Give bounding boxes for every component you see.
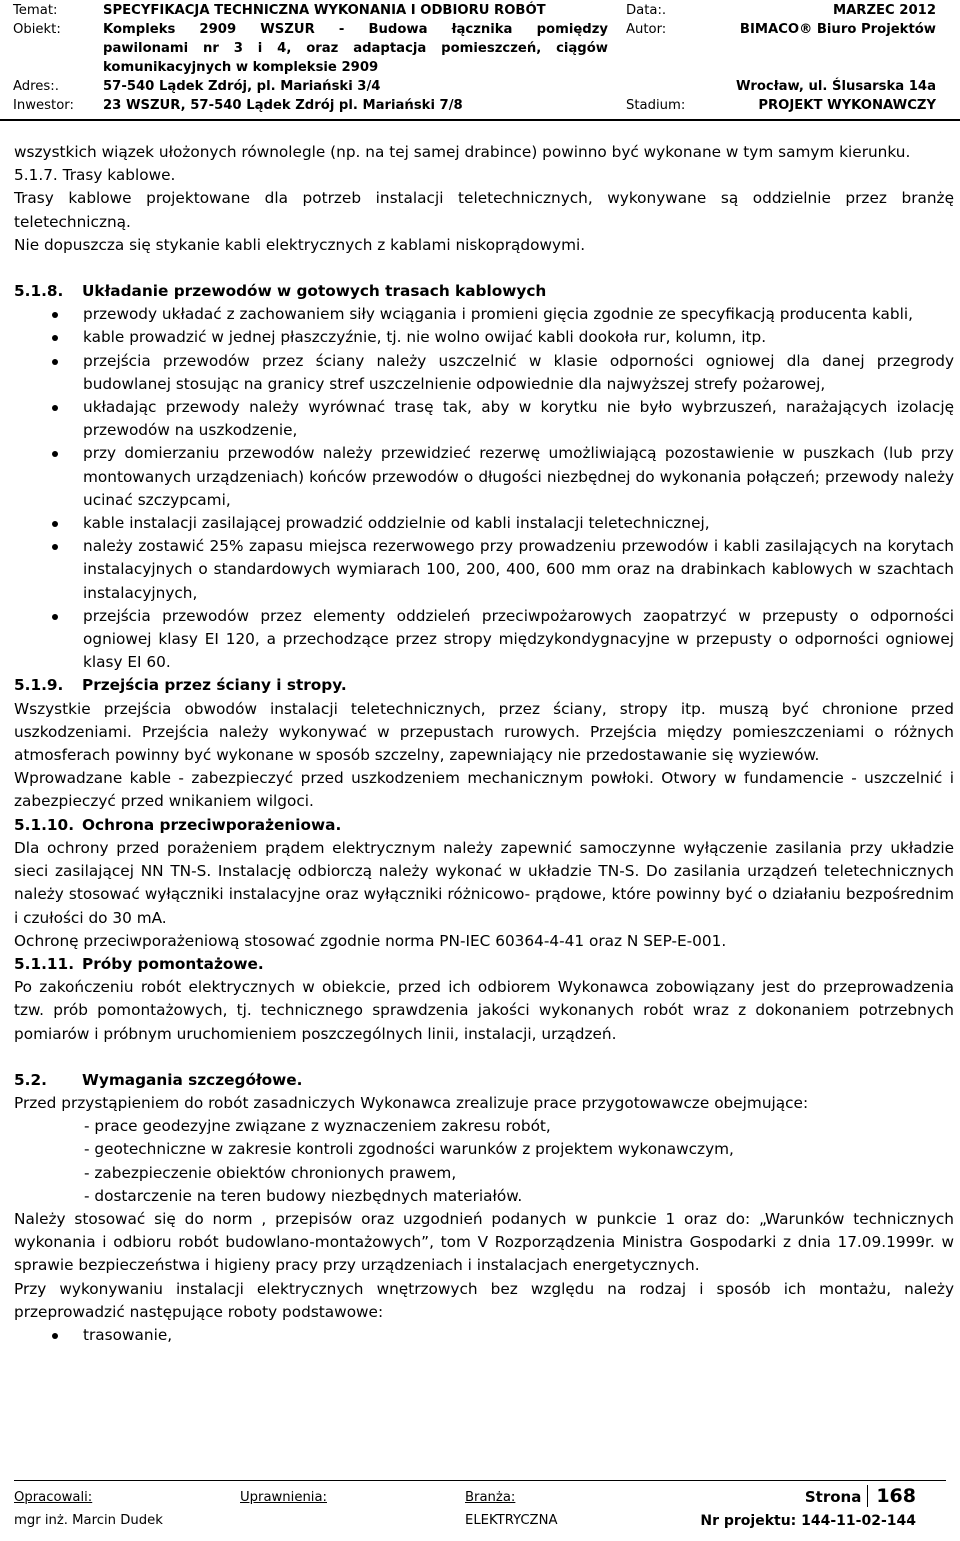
obiekt-line-3: komunikacyjnych w kompleksie 2909	[103, 60, 379, 75]
section-title: Układanie przewodów w gotowych trasach kablowych	[82, 282, 547, 301]
adres-value: 57-540 Lądek Zdrój, pl. Mariański 3/4	[103, 79, 381, 94]
paragraph: wszystkich wiązek ułożonych równolegle (np. na tej samej drabince) powinno być wykonane w tym samym kierunku.	[14, 143, 911, 161]
paragraph: Wprowadzane kable - zabezpieczyć przed uszkodzeniem mechanicznym powłoki. Otwory w fundamencie - uszczelnić i zabezpieczyć przed wnikaniem wilgoci.	[14, 769, 954, 811]
header-divider	[0, 119, 960, 121]
list-item: kable prowadzić w jednej płaszczyźnie, tj. nie wolno owijać kabli dookoła rur, kolumn, itp.	[14, 326, 954, 349]
paragraph: Ochronę przeciwporażeniową stosować zgodnie norma PN-IEC 60364-4-41 oraz N SEP-E-001.	[14, 931, 727, 950]
autor-label: Autor:	[626, 22, 667, 37]
list-item: przewody układać z zachowaniem siły wciągania i promieni gięcia zgodnie ze specyfikacją producenta kabli,	[14, 303, 954, 326]
section-number: 5.1.8.	[14, 282, 64, 301]
obiekt-line-2: pawilonami nr 3 i 4, oraz adaptacja pomieszczeń, ciągów	[103, 41, 608, 56]
bullet-list	[14, 1324, 954, 1347]
section-title: Ochrona przeciwporażeniowa.	[82, 815, 342, 834]
page-label: Strona	[804, 1488, 862, 1506]
uprawnienia-label: Uprawnienia:	[240, 1490, 327, 1505]
paragraph: Trasy kablowe projektowane dla potrzeb instalacji teletechnicznych, wykonywane są oddzielnie przez branżę teletechniczną.	[14, 189, 954, 231]
section-title: Wymagania szczegółowe.	[82, 1070, 303, 1089]
section-heading-5-1-8	[14, 280, 954, 303]
page-indicator	[805, 1485, 916, 1507]
temat-label: Temat:	[13, 3, 58, 18]
section-title: Przejścia przez ściany i stropy.	[82, 676, 347, 695]
inwestor-label: Inwestor:	[13, 98, 74, 113]
branza-label: Branża:	[465, 1490, 516, 1505]
section-heading-5-1-9	[14, 674, 954, 697]
paragraph: Po zakończeniu robót elektrycznych w obiekcie, przed ich odbiorem Wykonawca zobowiązany jest do przeprowadzenia tzw. prób pomontażowych, tj. technicznego sprawdzenia jakości wykonanych robót wraz z dokonaniem potrzebnych pomiarów i próbnym uruchomieniem poszczególnych linii, instalacji, urządzeń.	[14, 978, 954, 1043]
dash-item: - dostarczenie na teren budowy niezbędnych materiałów.	[84, 1186, 523, 1205]
data-value: MARZEC 2012	[832, 3, 936, 18]
city-address: Wrocław, ul. Ślusarska 14a	[736, 79, 936, 94]
project-number: Nr projektu: 144-11-02-144	[700, 1513, 916, 1529]
section-heading-5-1-10	[14, 814, 954, 837]
dash-item: - geotechniczne w zakresie kontroli zgodności warunków z projektem wykonawczym,	[84, 1140, 734, 1159]
list-item: przejścia przewodów przez elementy oddzieleń przeciwpożarowych zaopatrzyć w przepusty o odporności ogniowej klasy EI 120, a przechodzące przez stropy międzykondygnacyjne w przepusty o odporności ogniowej klasy EI 60.	[14, 605, 954, 675]
document-body	[14, 141, 954, 1347]
paragraph: Przy wykonywaniu instalacji elektrycznych wnętrzowych bez względu na rodzaj i sposób ich montażu, należy przeprowadzić następujące roboty podstawowe:	[14, 1279, 954, 1321]
paragraph: Nie dopuszcza się stykanie kabli elektrycznych z kablami niskoprądowymi.	[14, 235, 586, 254]
section-heading-5-1-11	[14, 953, 954, 976]
document-footer	[0, 1480, 960, 1541]
opracowal-label: Opracowali:	[14, 1490, 93, 1505]
obiekt-label: Obiekt:	[13, 22, 61, 37]
adres-label: Adres:.	[13, 79, 59, 94]
autor-value: BIMACO® Biuro Projektów	[739, 22, 936, 37]
section-title: Próby pomontażowe.	[82, 954, 264, 973]
dash-item: - zabezpieczenie obiektów chronionych prawem,	[84, 1163, 457, 1182]
section-number: 5.2.	[14, 1070, 47, 1089]
stadium-label: Stadium:	[626, 98, 686, 113]
section-number: 5.1.10.	[14, 815, 75, 834]
branza-value: ELEKTRYCZNA	[465, 1513, 558, 1528]
spacer	[14, 257, 954, 280]
paragraph: Wszystkie przejścia obwodów instalacji teletechnicznych, przez ściany, stropy itp. muszą być chronione przed uszkodzeniami. Przejścia należy wykonywać w przepustach rurowych. Przejścia między pomieszczeniami o różnych atmosferach powinny być wykonane w sposób szczelny, zapewniający nie przedostawanie się wyziewów.	[14, 699, 954, 765]
section-number: 5.1.11.	[14, 954, 75, 973]
dash-item: - prace geodezyjne związane z wyznaczeniem zakresu robót,	[84, 1117, 551, 1136]
section-heading-5-1-7: 5.1.7. Trasy kablowe.	[14, 166, 176, 185]
list-item: trasowanie,	[14, 1324, 954, 1347]
inwestor-value: 23 WSZUR, 57-540 Lądek Zdrój pl. Mariański 7/8	[103, 98, 463, 113]
bullet-list	[14, 303, 954, 674]
list-item: należy zostawić 25% zapasu miejsca rezerwowego przy prowadzeniu przewodów i kabli zasilających na korytach instalacyjnych o standardowych wymiarach 100, 200, 400, 600 mm oraz na drabinkach kablowych w szachtach instalacyjnych,	[14, 535, 954, 605]
section-number: 5.1.9.	[14, 676, 64, 695]
paragraph: Należy stosować się do norm , przepisów oraz uzgodnień podanych w punkcie 1 oraz do: „Warunków technicznych wykonania i odbioru robót budowlano-montażowych”, tom V Rozporządzenia Ministra Gospodarki z dnia 17.09.1999r. w sprawie bezpieczeństwa i higieny pracy przy urządzeniach i instalacjach energetycznych.	[14, 1209, 954, 1275]
stadium-value: PROJEKT WYKONAWCZY	[758, 98, 936, 113]
list-item: przy domierzaniu przewodów należy przewidzieć rezerwę umożliwiającą pozostawienie w puszkach (lub przy montowanych urządzeniach) końców przewodów o długości niezbędnej do wykonania połączeń; przewody należy ucinać szczypcami,	[14, 442, 954, 512]
section-heading-5-2	[14, 1069, 954, 1092]
footer-divider	[14, 1480, 946, 1481]
paragraph: Przed przystąpieniem do robót zasadniczych Wykonawca zrealizuje prace przygotowawcze obejmujące:	[14, 1093, 809, 1112]
list-item: układając przewody należy wyrównać trasę tak, aby w korytku nie było wybrzuszeń, narażających izolację przewodów na uszkodzenie,	[14, 396, 954, 442]
list-item: przejścia przewodów przez ściany należy uszczelnić w klasie odporności ogniowej dla danej przegrody budowlanej stosując na granicy stref uszczelnienie odpowiednie dla najwyższej strefy pożarowej,	[14, 350, 954, 396]
opracowal-value: mgr inż. Marcin Dudek	[14, 1513, 163, 1528]
page-number: 168	[867, 1485, 916, 1507]
paragraph: Dla ochrony przed porażeniem prądem elektrycznym należy zapewnić samoczynne wyłączenie zasilania przy układzie sieci zasilającej NN TN-S. Instalację odbiorczą należy wykonać w układzie TN-S. Do zasilania urządzeń teletechnicznych należy stosować wyłączniki instalacyjne oraz wyłączniki różnicowo- prądowe, które powinny być o działaniu bezpośrednim i czułości do 30 mA.	[14, 838, 954, 927]
document-header	[0, 0, 960, 120]
list-item: kable instalacji zasilającej prowadzić oddzielnie od kabli instalacji teletechnicznej,	[14, 512, 954, 535]
spacer	[14, 1046, 954, 1069]
data-label: Data:.	[626, 3, 667, 18]
temat-value: SPECYFIKACJA TECHNICZNA WYKONANIA I ODBIORU ROBÓT	[103, 3, 546, 18]
obiekt-line-1: Kompleks 2909 WSZUR - Budowa łącznika pomiędzy	[103, 22, 608, 37]
